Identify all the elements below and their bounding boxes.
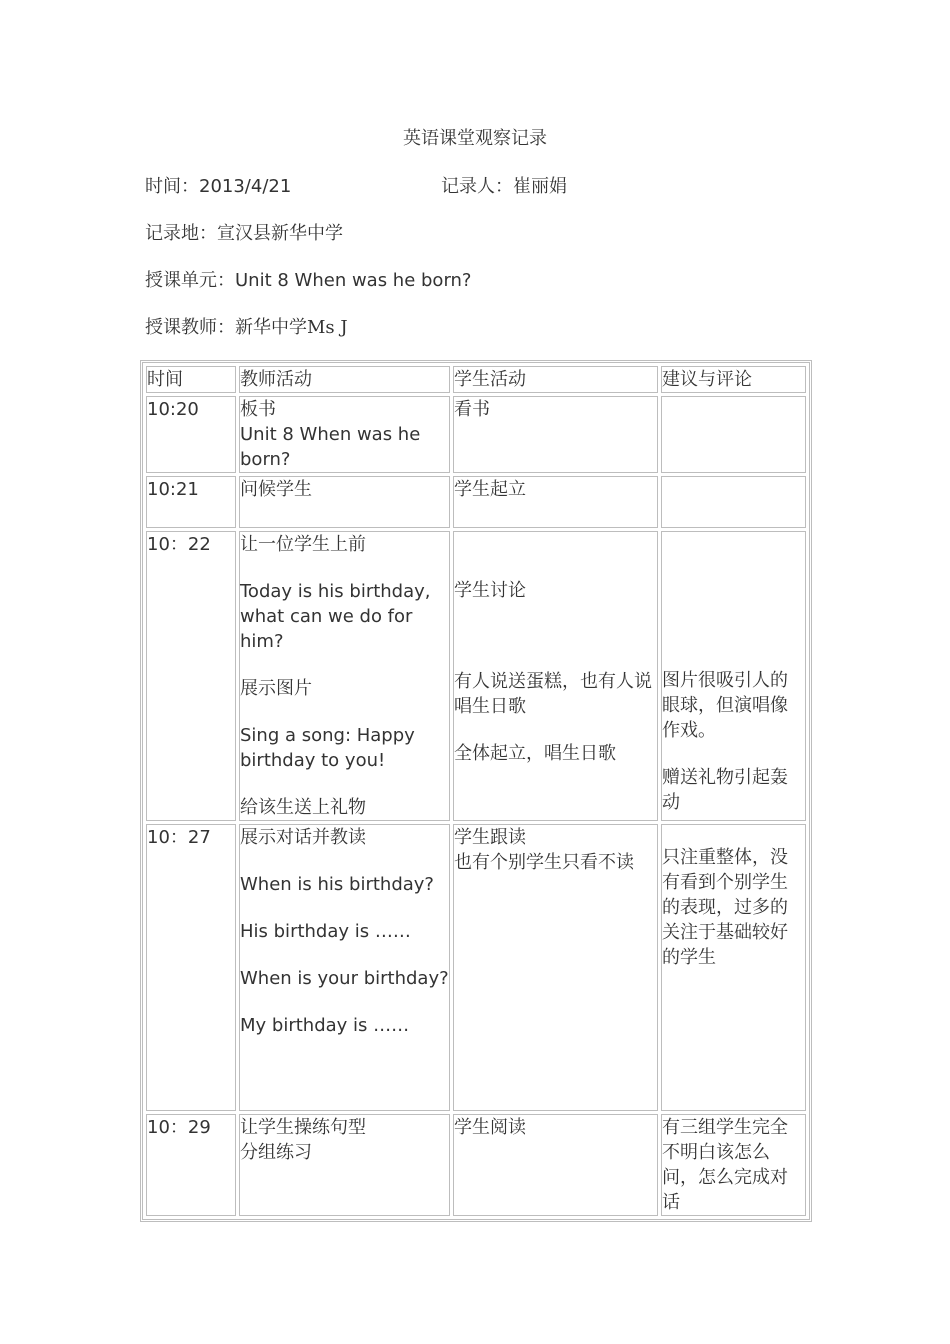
student-line: 有人说送蛋糕，也有人说唱生日歌 (454, 671, 652, 717)
teacher-line: 分组练习 (240, 1142, 312, 1163)
teacher-line: 给该生送上礼物 (240, 797, 366, 818)
meta-place-line (145, 219, 343, 245)
row-teacher-activity (239, 476, 450, 528)
student-line: 学生起立 (454, 479, 526, 500)
teacher-line: 展示对话并教读 (240, 827, 366, 848)
meta-unit-line (145, 266, 472, 292)
comment-line: 图片很吸引人的眼球，但演唱像作戏。 (662, 670, 788, 741)
row-teacher-activity (239, 396, 450, 473)
meta-recorder-line (441, 172, 567, 198)
row-student-activity (453, 824, 658, 1111)
header-comments: 建议与评论 (661, 366, 806, 393)
teacher-line: Sing a song: Happy birthday to you! (240, 725, 415, 771)
row-comment (661, 824, 806, 1111)
table-row (146, 476, 806, 528)
row-comment (661, 531, 806, 821)
teacher-line: 展示图片 (240, 678, 312, 699)
teacher-value: 新华中学Ms J (235, 317, 348, 338)
student-line: 学生跟读 (454, 827, 526, 848)
row-student-activity (453, 1114, 658, 1216)
row-time: 10：22 (146, 531, 236, 821)
teacher-line: 让学生操练句型 (240, 1117, 366, 1138)
row-comment (661, 396, 806, 473)
meta-teacher-line (145, 313, 348, 339)
teacher-line: When is your birthday? (240, 968, 449, 989)
table-row (146, 824, 806, 1111)
comment-line: 赠送礼物引起轰动 (662, 767, 788, 813)
comment-line: 有三组学生完全不明白该怎么问，怎么完成对话 (662, 1117, 788, 1213)
document-title: 英语课堂观察记录 (403, 128, 547, 149)
header-time: 时间 (146, 366, 236, 393)
row-teacher-activity (239, 531, 450, 821)
comment-line: 只注重整体，没有看到个别学生的表现，过多的关注于基础较好的学生 (662, 847, 788, 968)
teacher-line: 板书 (240, 399, 276, 420)
table-row (146, 396, 806, 473)
teacher-line: My birthday is …… (240, 1015, 410, 1036)
student-line: 学生阅读 (454, 1117, 526, 1138)
table-row (146, 531, 806, 821)
row-time: 10:21 (146, 476, 236, 528)
table-header-row (146, 366, 806, 393)
student-line: 也有个别学生只看不读 (454, 852, 634, 873)
time-value: 2013/4/21 (199, 176, 292, 197)
meta-time-line (145, 172, 291, 198)
header-student-activity: 学生活动 (453, 366, 658, 393)
recorder-value: 崔丽娟 (513, 176, 567, 197)
row-student-activity (453, 396, 658, 473)
time-label: 时间： (145, 176, 199, 197)
teacher-line: When is his birthday? (240, 874, 434, 895)
row-student-activity (453, 476, 658, 528)
teacher-line: Unit 8 When was he born? (240, 424, 421, 470)
row-comment (661, 476, 806, 528)
student-line: 看书 (454, 399, 490, 420)
row-teacher-activity (239, 824, 450, 1111)
teacher-line: 让一位学生上前 (240, 534, 366, 555)
table-row (146, 1114, 806, 1216)
unit-value: Unit 8 When was he born? (235, 270, 472, 291)
student-line: 学生讨论 (454, 580, 526, 601)
unit-label: 授课单元： (145, 270, 235, 291)
row-time: 10：27 (146, 824, 236, 1111)
student-line: 全体起立，唱生日歌 (454, 743, 616, 764)
row-teacher-activity (239, 1114, 450, 1216)
observation-table (140, 360, 812, 1222)
row-time: 10:20 (146, 396, 236, 473)
recorder-label: 记录人： (441, 176, 513, 197)
place-value: 宣汉县新华中学 (217, 223, 343, 244)
teacher-label: 授课教师： (145, 317, 235, 338)
row-time: 10：29 (146, 1114, 236, 1216)
row-student-activity (453, 531, 658, 821)
header-teacher-activity: 教师活动 (239, 366, 450, 393)
teacher-line: 问候学生 (240, 479, 312, 500)
teacher-line: His birthday is …… (240, 921, 411, 942)
teacher-line: Today is his birthday, what can we do for him? (240, 581, 431, 652)
row-comment (661, 1114, 806, 1216)
place-label: 记录地： (145, 223, 217, 244)
